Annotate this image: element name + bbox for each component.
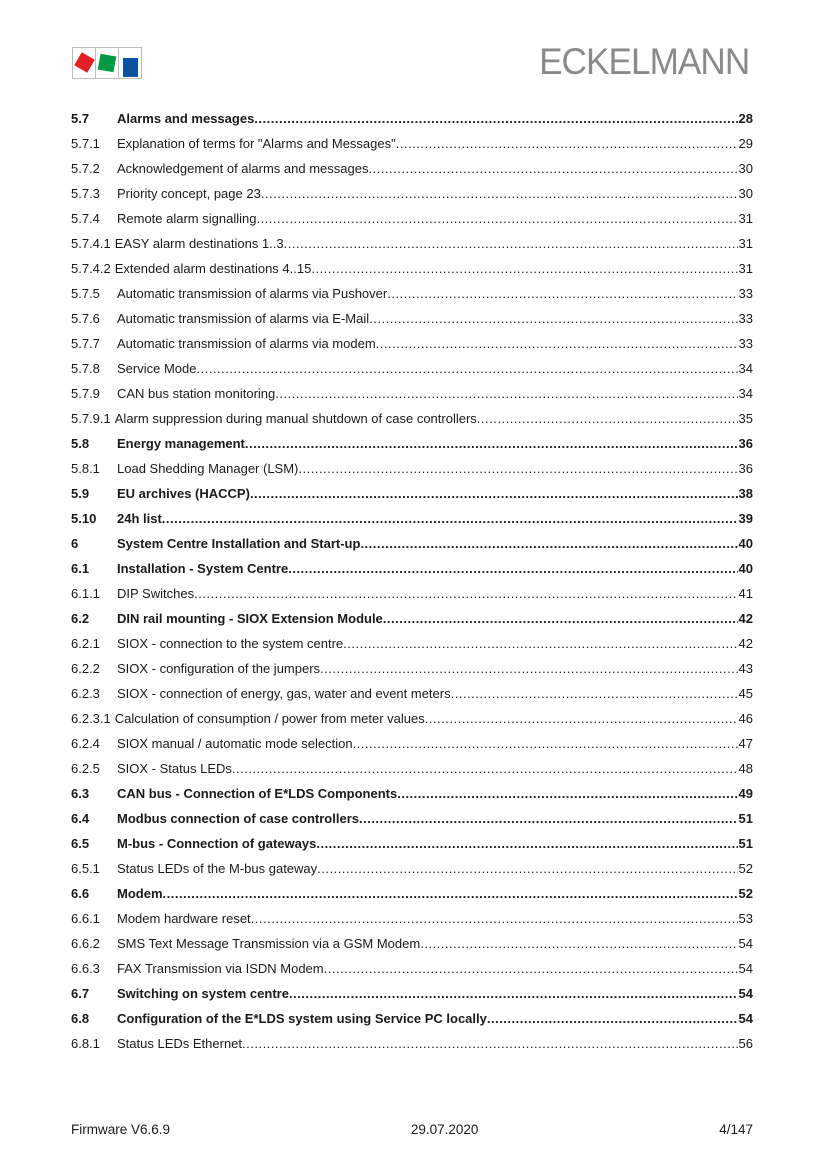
toc-entry-title: Alarms and messages [117, 111, 255, 126]
toc-entry-number: 5.7.2 [71, 161, 100, 176]
toc-entry-number: 6.2 [71, 611, 90, 626]
dot-leader [420, 934, 737, 953]
toc-entry-page: 54 [738, 936, 753, 951]
dot-leader [194, 584, 737, 603]
dot-leader [256, 209, 737, 228]
toc-entry[interactable] [71, 959, 753, 984]
toc-entry-number: 6.4 [71, 811, 90, 826]
dot-leader [353, 734, 738, 753]
toc-entry-number: 6.6.1 [71, 911, 100, 926]
dot-leader [317, 859, 737, 878]
toc-entry[interactable] [71, 309, 753, 334]
toc-entry[interactable] [71, 884, 753, 909]
toc-entry-number: 6 [71, 536, 79, 551]
dot-leader [196, 359, 737, 378]
toc-entry-number: 6.7 [71, 986, 90, 1001]
toc-entry-title: SIOX - connection to the system centre [117, 636, 344, 651]
toc-entry-title: Automatic transmission of alarms via E-Mail [117, 311, 370, 326]
toc-entry-number: 5.7 [71, 111, 90, 126]
dot-leader [359, 809, 738, 828]
toc-entry-number: 6.2.3.1 [71, 711, 111, 726]
dot-leader [376, 334, 738, 353]
toc-entry-page: 33 [738, 336, 753, 351]
toc-entry-title: Acknowledgement of alarms and messages [117, 161, 369, 176]
toc-entry[interactable] [71, 434, 753, 459]
green-square-icon [98, 54, 117, 73]
toc-entry[interactable] [71, 534, 753, 559]
toc-entry-title: Service Mode [117, 361, 197, 376]
toc-entry[interactable] [71, 1009, 753, 1034]
dot-leader [451, 684, 738, 703]
toc-entry-number: 6.6 [71, 886, 90, 901]
logo-cell-red [72, 47, 95, 79]
footer-date: 29.07.2020 [410, 1122, 479, 1137]
toc-entry-page: 30 [738, 186, 753, 201]
toc-entry-number: 6.2.2 [71, 661, 100, 676]
dot-leader [311, 259, 737, 278]
toc-entry[interactable] [71, 259, 753, 284]
toc-entry-page: 45 [738, 686, 753, 701]
brand-wordmark: ECKELMANN [538, 41, 749, 82]
toc-entry[interactable] [71, 134, 753, 159]
toc-entry-title: DIN rail mounting - SIOX Extension Module [117, 611, 383, 626]
toc-entry-title: Installation - System Centre [117, 561, 289, 576]
toc-entry-number: 5.7.5 [71, 286, 100, 301]
toc-entry-page: 38 [738, 486, 753, 501]
toc-entry-number: 5.9 [71, 486, 90, 501]
toc-entry-number: 5.7.3 [71, 186, 100, 201]
toc-entry-page: 52 [738, 861, 753, 876]
toc-entry-page: 29 [738, 136, 753, 151]
toc-entry[interactable] [71, 109, 753, 134]
toc-entry-number: 5.7.4.1 [71, 236, 111, 251]
toc-entry-title: Priority concept, page 23 [117, 186, 261, 201]
dot-leader [254, 109, 737, 128]
toc-entry-page: 54 [738, 986, 753, 1001]
toc-entry-page: 34 [738, 386, 753, 401]
dot-leader [477, 409, 738, 428]
toc-entry-number: 6.2.1 [71, 636, 100, 651]
toc-entry[interactable] [71, 1034, 753, 1059]
toc-entry-page: 47 [738, 736, 753, 751]
dot-leader [288, 559, 737, 578]
toc-entry[interactable] [71, 384, 753, 409]
toc-entry-page: 43 [738, 661, 753, 676]
toc-entry-page: 33 [738, 311, 753, 326]
dot-leader [242, 1034, 738, 1053]
toc-entry-number: 6.8.1 [71, 1036, 100, 1051]
dot-leader [396, 134, 738, 153]
toc-entry-number: 5.7.4 [71, 211, 100, 226]
toc-entry-page: 49 [738, 786, 753, 801]
dot-leader [289, 984, 738, 1003]
dot-leader [320, 659, 737, 678]
toc-entry-title: DIP Switches [117, 586, 195, 601]
toc-entry-title: Calculation of consumption / power from meter values [114, 711, 425, 726]
toc-entry-title: EASY alarm destinations 1..3 [114, 236, 284, 251]
toc-entry[interactable] [71, 784, 753, 809]
toc-entry-title: Remote alarm signalling [117, 211, 257, 226]
toc-entry-title: EU archives (HACCP) [117, 486, 250, 501]
toc-entry[interactable] [71, 209, 753, 234]
dot-leader [387, 284, 737, 303]
dot-leader [397, 784, 737, 803]
toc-entry-title: Modem [117, 886, 163, 901]
toc-entry-title: Modem hardware reset [117, 911, 251, 926]
toc-entry-page: 28 [738, 111, 753, 126]
toc-entry-number: 6.1 [71, 561, 90, 576]
dot-leader [162, 509, 738, 528]
toc-entry[interactable] [71, 934, 753, 959]
toc-entry[interactable] [71, 759, 753, 784]
toc-entry-title: Alarm suppression during manual shutdown of case controllers [114, 411, 477, 426]
company-logo [72, 47, 142, 79]
toc-entry-page: 56 [738, 1036, 753, 1051]
toc-entry-number: 6.6.2 [71, 936, 100, 951]
toc-entry-title: Switching on system centre [117, 986, 289, 1001]
toc-entry-title: SMS Text Message Transmission via a GSM Modem [117, 936, 421, 951]
toc-entry[interactable] [71, 234, 753, 259]
toc-entry[interactable] [71, 809, 753, 834]
toc-entry-page: 39 [738, 511, 753, 526]
dot-leader [425, 709, 738, 728]
dot-leader [261, 184, 738, 203]
toc-entry-title: System Centre Installation and Start-up [117, 536, 361, 551]
red-diamond-icon [74, 52, 94, 72]
toc-entry-title: Configuration of the E*LDS system using Service PC locally [117, 1011, 487, 1026]
toc-entry[interactable] [71, 184, 753, 209]
toc-entry-title: Automatic transmission of alarms via modem [117, 336, 376, 351]
toc-entry-number: 6.5 [71, 836, 90, 851]
dot-leader [245, 434, 738, 453]
toc-entry-title: Load Shedding Manager (LSM) [117, 461, 299, 476]
toc-entry[interactable] [71, 659, 753, 684]
toc-entry[interactable] [71, 584, 753, 609]
toc-entry-title: Automatic transmission of alarms via Pushover [117, 286, 388, 301]
toc-entry-page: 51 [738, 811, 753, 826]
toc-entry-title: CAN bus station monitoring [117, 386, 276, 401]
dot-leader [316, 834, 737, 853]
dot-leader [250, 484, 738, 503]
dot-leader [251, 909, 738, 928]
dot-leader [360, 534, 737, 553]
toc-entry[interactable] [71, 909, 753, 934]
toc-entry-number: 6.2.4 [71, 736, 100, 751]
toc-entry-page: 42 [738, 611, 753, 626]
toc-entry-page: 30 [738, 161, 753, 176]
toc-entry-title: Explanation of terms for "Alarms and Messages" [117, 136, 396, 151]
toc-entry[interactable] [71, 459, 753, 484]
toc-entry[interactable] [71, 359, 753, 384]
toc-entry[interactable] [71, 334, 753, 359]
toc-entry-title: SIOX manual / automatic mode selection [117, 736, 353, 751]
toc-entry-number: 5.7.1 [71, 136, 100, 151]
toc-entry-number: 5.10 [71, 511, 97, 526]
logo-cell-blue [118, 47, 142, 79]
toc-entry[interactable] [71, 684, 753, 709]
toc-entry-title: Extended alarm destinations 4..15 [114, 261, 312, 276]
toc-entry-number: 5.7.9.1 [71, 411, 111, 426]
toc-entry-title: SIOX - Status LEDs [117, 761, 232, 776]
toc-entry-title: SIOX - configuration of the jumpers [117, 661, 321, 676]
toc-entry-title: Status LEDs Ethernet [117, 1036, 243, 1051]
toc-entry[interactable] [71, 284, 753, 309]
dot-leader [324, 959, 738, 978]
toc-entry-number: 5.7.6 [71, 311, 100, 326]
dot-leader [368, 159, 737, 178]
toc-entry-title: Modbus connection of case controllers [117, 811, 359, 826]
toc-entry-number: 6.2.3 [71, 686, 100, 701]
toc-entry-number: 5.8.1 [71, 461, 100, 476]
table-of-contents [71, 109, 753, 1059]
toc-entry[interactable] [71, 834, 753, 859]
toc-entry-number: 5.7.7 [71, 336, 100, 351]
toc-entry-title: CAN bus - Connection of E*LDS Components [117, 786, 398, 801]
toc-entry[interactable] [71, 709, 753, 734]
toc-entry-page: 31 [738, 261, 753, 276]
dot-leader [343, 634, 737, 653]
dot-leader [369, 309, 737, 328]
blue-square-icon [123, 58, 138, 77]
toc-entry-number: 5.7.4.2 [71, 261, 111, 276]
toc-entry-title: Energy management [117, 436, 245, 451]
toc-entry-number: 5.7.8 [71, 361, 100, 376]
toc-entry-number: 6.3 [71, 786, 90, 801]
logo-cell-green [95, 47, 118, 79]
dot-leader [487, 1009, 738, 1028]
toc-entry-number: 5.7.9 [71, 386, 100, 401]
dot-leader [232, 759, 738, 778]
toc-entry-page: 36 [738, 436, 753, 451]
toc-entry-page: 41 [738, 586, 753, 601]
toc-entry-page: 48 [738, 761, 753, 776]
toc-entry[interactable] [71, 609, 753, 634]
toc-entry[interactable] [71, 859, 753, 884]
toc-entry-number: 6.6.3 [71, 961, 100, 976]
toc-entry-number: 6.5.1 [71, 861, 100, 876]
toc-entry-title: SIOX - connection of energy, gas, water and event meters [117, 686, 451, 701]
toc-entry-page: 42 [738, 636, 753, 651]
toc-entry-page: 31 [738, 236, 753, 251]
toc-entry[interactable] [71, 484, 753, 509]
toc-entry-title: FAX Transmission via ISDN Modem [117, 961, 324, 976]
toc-entry[interactable] [71, 559, 753, 584]
toc-entry-number: 6.1.1 [71, 586, 100, 601]
toc-entry-page: 31 [738, 211, 753, 226]
toc-entry[interactable] [71, 509, 753, 534]
footer-page-number: 4/147 [719, 1122, 753, 1137]
toc-entry-page: 54 [738, 1011, 753, 1026]
toc-entry-page: 46 [738, 711, 753, 726]
dot-leader [298, 459, 737, 478]
toc-entry-page: 54 [738, 961, 753, 976]
dot-leader [284, 234, 738, 253]
toc-entry-page: 52 [738, 886, 753, 901]
dot-leader [275, 384, 737, 403]
toc-entry-number: 6.8 [71, 1011, 90, 1026]
toc-entry-page: 40 [738, 536, 753, 551]
dot-leader [163, 884, 738, 903]
toc-entry-page: 53 [738, 911, 753, 926]
toc-entry-number: 5.8 [71, 436, 90, 451]
toc-entry[interactable] [71, 409, 753, 434]
toc-entry-number: 6.2.5 [71, 761, 100, 776]
page-footer [71, 1122, 753, 1137]
toc-entry[interactable] [71, 159, 753, 184]
footer-firmware: Firmware V6.6.9 [71, 1122, 171, 1137]
toc-entry-title: Status LEDs of the M-bus gateway [117, 861, 318, 876]
toc-entry-page: 35 [738, 411, 753, 426]
toc-entry[interactable] [71, 734, 753, 759]
toc-entry-page: 36 [738, 461, 753, 476]
toc-entry-page: 51 [738, 836, 753, 851]
toc-entry[interactable] [71, 634, 753, 659]
dot-leader [383, 609, 738, 628]
toc-entry-title: 24h list [117, 511, 162, 526]
toc-entry-title: M-bus - Connection of gateways [117, 836, 317, 851]
toc-entry-page: 34 [738, 361, 753, 376]
toc-entry-page: 33 [738, 286, 753, 301]
toc-entry-page: 40 [738, 561, 753, 576]
toc-entry[interactable] [71, 984, 753, 1009]
